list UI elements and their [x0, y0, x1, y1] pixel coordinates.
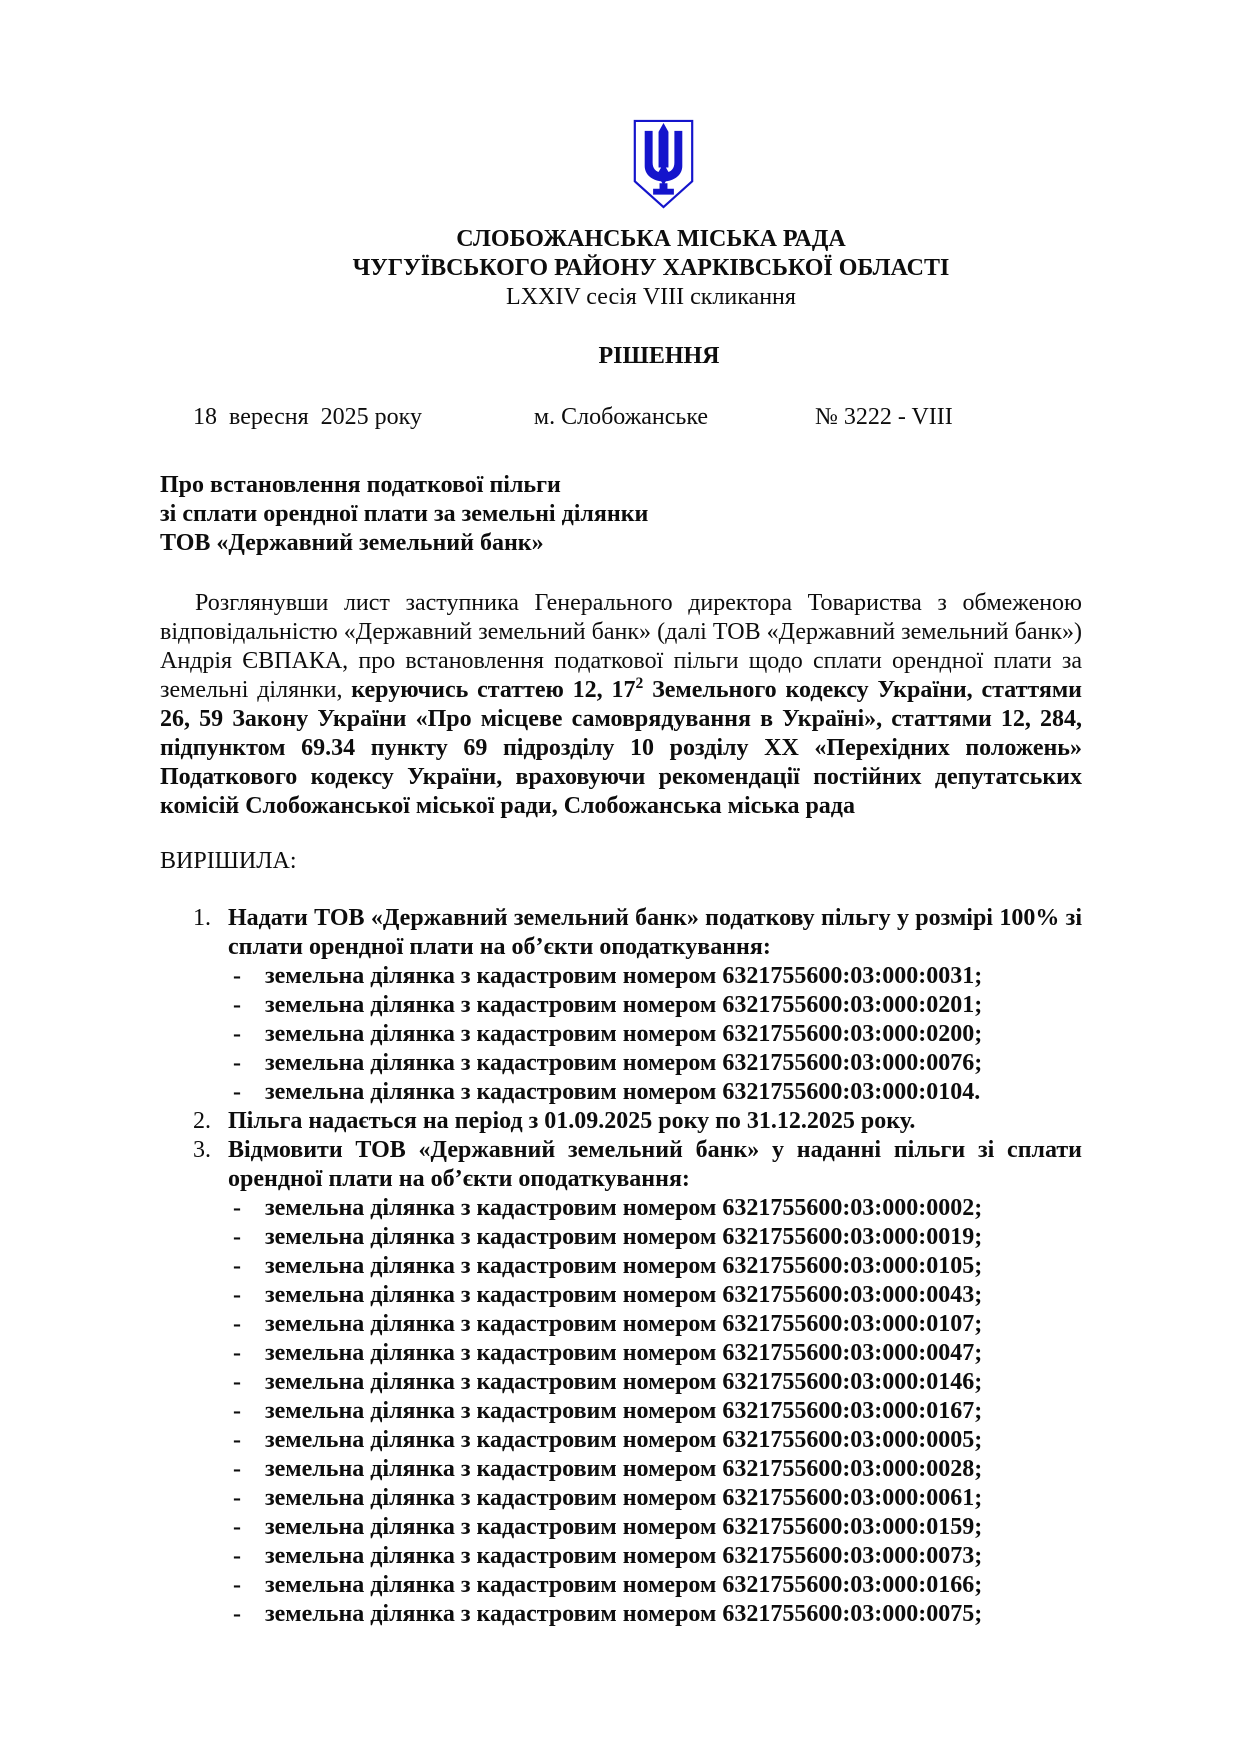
parcel-row — [228, 1426, 1082, 1455]
parcel-text: земельна ділянка з кадастровим номером 6321755600:03:000:0005; — [265, 1427, 983, 1453]
parcel-dash: - — [233, 1514, 241, 1540]
parcel-row — [228, 1339, 1082, 1368]
parcel-text: земельна ділянка з кадастровим номером 6321755600:03:000:0043; — [265, 1282, 983, 1308]
preamble-paragraph — [160, 589, 1082, 821]
parcel-text: земельна ділянка з кадастровим номером 6321755600:03:000:0146; — [265, 1369, 983, 1395]
parcel-dash: - — [233, 1311, 241, 1337]
parcel-dash: - — [233, 1485, 241, 1511]
preamble-regular-text: Розглянувши лист заступника Генерального директора Товариства з обмеженою відповідальністю «Державний земельний банк» (далі ТОВ «Державний земельний банк») Андрія ЄВПАКА, про встановлення податкової пільги щодо сплати орендної плати за земельні ділянки, — [160, 590, 1082, 703]
parcel-row — [228, 1455, 1082, 1484]
parcel-row — [228, 1078, 1082, 1107]
parcel-row — [228, 1513, 1082, 1542]
parcel-text: земельна ділянка з кадастровим номером 6321755600:03:000:0075; — [265, 1601, 983, 1627]
parcel-text: земельна ділянка з кадастровим номером 6321755600:03:000:0028; — [265, 1456, 983, 1482]
document-date: 18 вересня 2025 року — [193, 404, 422, 430]
decision-text: Пільга надається на період з 01.09.2025 року по 31.12.2025 року. — [228, 1108, 916, 1134]
preamble-bold-after-sup: Земельного кодексу України, статтями 26, 59 Закону України «Про місцеве самоврядування в Україні», статтями 12, 284, підпунктом 69.34 пункту 69 підрозділу 10 розділу ХХ «Перехідних положень» Податкового кодексу України, враховуючи рекомендації постійних депутатських комісій Слобожанської міської ради, Слобожанська міська рада — [160, 677, 1082, 819]
decisions-list — [193, 904, 1082, 1629]
title-line-2: зі сплати орендної плати за земельні ділянки — [160, 501, 649, 527]
decision-number: 3. — [193, 1137, 211, 1163]
session-line: LXXIV сесія VIII скликання — [506, 284, 796, 310]
parcel-row — [228, 1194, 1082, 1223]
parcel-dash: - — [233, 1195, 241, 1221]
parcel-dash: - — [233, 1427, 241, 1453]
document-title — [160, 471, 1082, 558]
resolved-label: ВИРІШИЛА: — [160, 848, 297, 874]
parcel-dash: - — [233, 1456, 241, 1482]
decision-body — [228, 904, 1082, 1107]
decision-number: 2. — [193, 1108, 211, 1134]
decision-item — [193, 1107, 1082, 1136]
org-name-line2: ЧУГУЇВСЬКОГО РАЙОНУ ХАРКІВСЬКОЇ ОБЛАСТІ — [352, 255, 950, 281]
parcel-text: земельна ділянка з кадастровим номером 6321755600:03:000:0031; — [265, 963, 983, 989]
parcel-dash: - — [233, 963, 241, 989]
parcel-dash: - — [233, 1253, 241, 1279]
parcel-row — [228, 1049, 1082, 1078]
parcel-dash: - — [233, 1572, 241, 1598]
parcel-row — [228, 1223, 1082, 1252]
preamble-bold-before-sup: керуючись статтею 12, 17 — [351, 677, 636, 703]
parcel-dash: - — [233, 1601, 241, 1627]
parcel-text: земельна ділянка з кадастровим номером 6321755600:03:000:0061; — [265, 1485, 983, 1511]
preamble-superscript: 2 — [635, 675, 644, 692]
parcel-text: земельна ділянка з кадастровим номером 6321755600:03:000:0201; — [265, 992, 983, 1018]
parcel-text: земельна ділянка з кадастровим номером 6321755600:03:000:0159; — [265, 1514, 983, 1540]
ukraine-trident-emblem — [631, 118, 696, 211]
parcel-row — [228, 991, 1082, 1020]
parcel-text: земельна ділянка з кадастровим номером 6321755600:03:000:0166; — [265, 1572, 983, 1598]
title-line-3: ТОВ «Державний земельний банк» — [160, 530, 544, 556]
parcel-dash: - — [233, 1340, 241, 1366]
parcel-row — [228, 1484, 1082, 1513]
parcel-text: земельна ділянка з кадастровим номером 6321755600:03:000:0047; — [265, 1340, 983, 1366]
parcel-dash: - — [233, 1282, 241, 1308]
parcel-text: земельна ділянка з кадастровим номером 6321755600:03:000:0105; — [265, 1253, 983, 1279]
parcel-dash: - — [233, 1398, 241, 1424]
parcel-row — [228, 1020, 1082, 1049]
parcel-text: земельна ділянка з кадастровим номером 6321755600:03:000:0107; — [265, 1311, 983, 1337]
parcel-row — [228, 962, 1082, 991]
parcel-text: земельна ділянка з кадастровим номером 6321755600:03:000:0167; — [265, 1398, 983, 1424]
decision-number: 1. — [193, 905, 211, 931]
parcel-dash: - — [233, 992, 241, 1018]
title-line-1: Про встановлення податкової пільги — [160, 472, 561, 498]
parcel-dash: - — [233, 1079, 241, 1105]
decision-text: Відмовити ТОВ «Державний земельний банк» у наданні пільги зі сплати орендної плати на об’єкти оподаткування: — [228, 1137, 1082, 1192]
document-type-heading: РІШЕННЯ — [598, 343, 720, 369]
parcel-text: земельна ділянка з кадастровим номером 6321755600:03:000:0073; — [265, 1543, 983, 1569]
parcel-row — [228, 1600, 1082, 1629]
parcel-text: земельна ділянка з кадастровим номером 6321755600:03:000:0104. — [265, 1079, 981, 1105]
parcel-row — [228, 1310, 1082, 1339]
parcel-text: земельна ділянка з кадастровим номером 6321755600:03:000:0200; — [265, 1021, 983, 1047]
parcel-row — [228, 1252, 1082, 1281]
parcel-dash: - — [233, 1369, 241, 1395]
parcel-dash: - — [233, 1021, 241, 1047]
document-number: № 3222 - VIII — [815, 404, 953, 430]
parcel-row — [228, 1397, 1082, 1426]
parcel-row — [228, 1571, 1082, 1600]
parcel-dash: - — [233, 1224, 241, 1250]
parcel-text: земельна ділянка з кадастровим номером 6321755600:03:000:0076; — [265, 1050, 983, 1076]
decision-text: Надати ТОВ «Державний земельний банк» податкову пільгу у розмірі 100% зі сплати орендної плати на об’єкти оподаткування: — [228, 905, 1082, 960]
org-name-line1: СЛОБОЖАНСЬКА МІСЬКА РАДА — [456, 226, 846, 252]
decision-item — [193, 904, 1082, 1107]
parcel-dash: - — [233, 1543, 241, 1569]
document-place: м. Слобожанське — [533, 404, 709, 430]
trident-icon — [645, 123, 683, 195]
document-meta-row — [160, 403, 1082, 432]
parcel-dash: - — [233, 1050, 241, 1076]
decision-body — [228, 1136, 1082, 1629]
parcel-text: земельна ділянка з кадастровим номером 6321755600:03:000:0002; — [265, 1195, 983, 1221]
parcel-row — [228, 1368, 1082, 1397]
decision-item — [193, 1136, 1082, 1629]
parcel-text: земельна ділянка з кадастровим номером 6321755600:03:000:0019; — [265, 1224, 983, 1250]
parcel-row — [228, 1281, 1082, 1310]
decision-body — [228, 1107, 1082, 1136]
parcel-row — [228, 1542, 1082, 1571]
